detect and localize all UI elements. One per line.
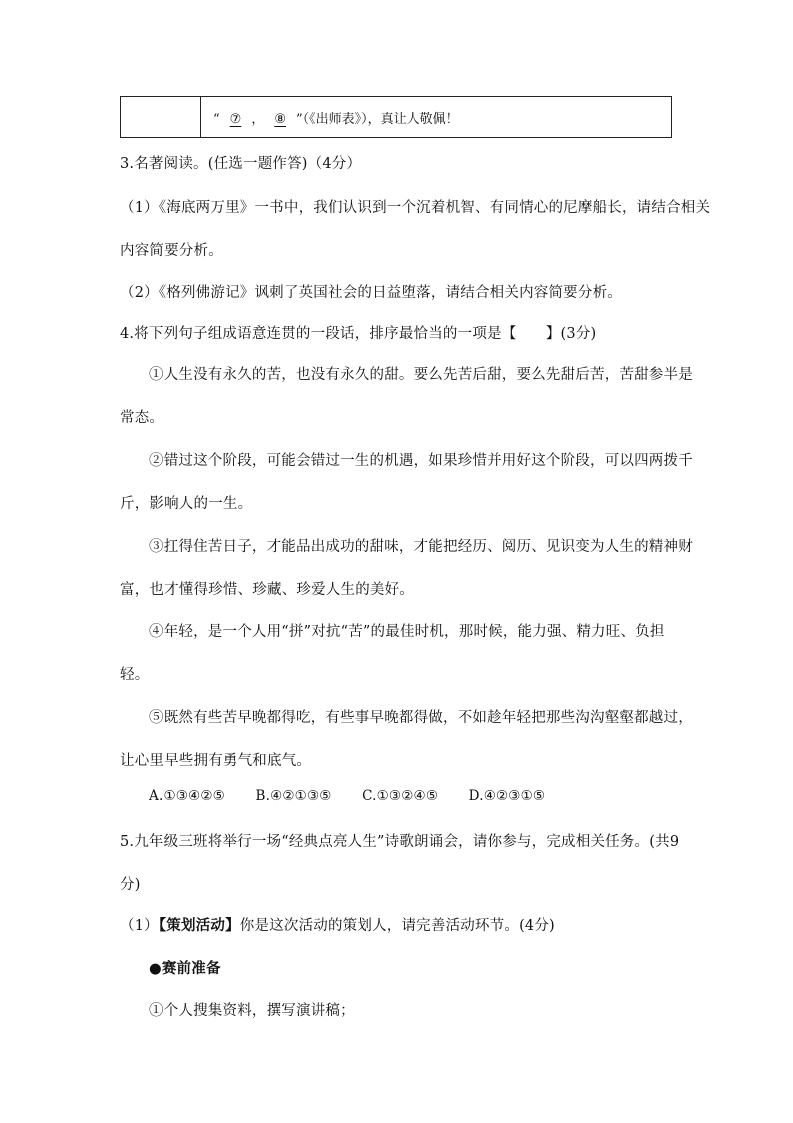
option-d[interactable]: D.④②③①⑤ [468, 788, 546, 804]
q3-part1-line1: （1）《海底两万里》一书中，我们认识到一个沉着机智、有同情心的尼摩船长，请结合相关 [120, 200, 711, 216]
quote-table-row [120, 96, 672, 138]
blank-7[interactable]: ⑦ [229, 112, 242, 127]
q4-sentence5-line2: 让心里早些拥有勇气和底气。 [120, 753, 312, 769]
q4-sentence3-line2: 富，也才懂得珍惜、珍藏、珍爱人生的美好。 [120, 582, 414, 598]
option-b[interactable]: B.④②①③⑤ [255, 788, 332, 804]
quote-comma: ， [251, 112, 265, 127]
prep-item1: ①个人搜集资料，撰写演讲稿； [149, 1003, 355, 1019]
table-cell-empty [121, 97, 201, 137]
q4-sentence1-line2: 常态。 [120, 410, 165, 426]
prep-heading: ●赛前准备 [149, 960, 221, 977]
q4-options [149, 788, 571, 804]
q4-sentence5-line1: ⑤既然有些苦早晚都得吃，有些事早晚都得做，不如趁年轻把那些沟沟壑壑都越过， [149, 710, 693, 726]
q3-part2: （2）《格列佛游记》讽刺了英国社会的日益堕落，请结合相关内容简要分析。 [120, 285, 622, 301]
q4-sentence2-line1: ②错过这个阶段，可能会错过一生的机遇，如果珍惜并用好这个阶段，可以四两拨千 [149, 453, 693, 469]
q4-title: 4.将下列句子组成语意连贯的一段话，排序最恰当的一项是【 】(3分) [120, 326, 597, 342]
option-c[interactable]: C.①③②④⑤ [362, 788, 439, 804]
q4-sentence3-line1: ③扛得住苦日子，才能品出成功的甜味，才能把经历、阅历、见识变为人生的精神财 [149, 539, 693, 555]
q5-title-line1: 5.九年级三班将举行一场“经典点亮人生”诗歌朗诵会，请你参与，完成相关任务。(共9 [120, 834, 680, 850]
quote-prefix: “ [213, 112, 220, 127]
quote-suffix: ”（《出师表》），真让人敬佩！ [295, 112, 459, 127]
table-cell-quote [213, 108, 459, 127]
q4-sentence2-line2: 斤，影响人的一生。 [120, 496, 253, 512]
q5-sub1-prefix: （1） [120, 918, 159, 934]
q4-sentence4-line1: ④年轻，是一个人用“拼”对抗“苦”的最佳时机，那时候，能力强、精力旺、负担 [149, 624, 665, 640]
q4-sentence4-line2: 轻。 [120, 667, 150, 683]
q5-title-line2: 分) [120, 877, 141, 893]
q3-part1-line2: 内容简要分析。 [120, 243, 223, 259]
q5-sub1 [120, 914, 555, 935]
q4-sentence1-line1: ①人生没有永久的苦，也没有永久的甜。要么先苦后甜，要么先甜后苦，苦甜参半是 [149, 367, 693, 383]
blank-8[interactable]: ⑧ [274, 112, 286, 127]
option-a[interactable]: A.①③④②⑤ [149, 788, 225, 804]
q3-title: 3.名著阅读。(任选一题作答)（4分） [120, 156, 362, 172]
q5-sub1-label: 【策划活动】 [158, 917, 240, 934]
q5-sub1-text: 你是这次活动的策划人，请完善活动环节。(4分) [239, 918, 555, 934]
